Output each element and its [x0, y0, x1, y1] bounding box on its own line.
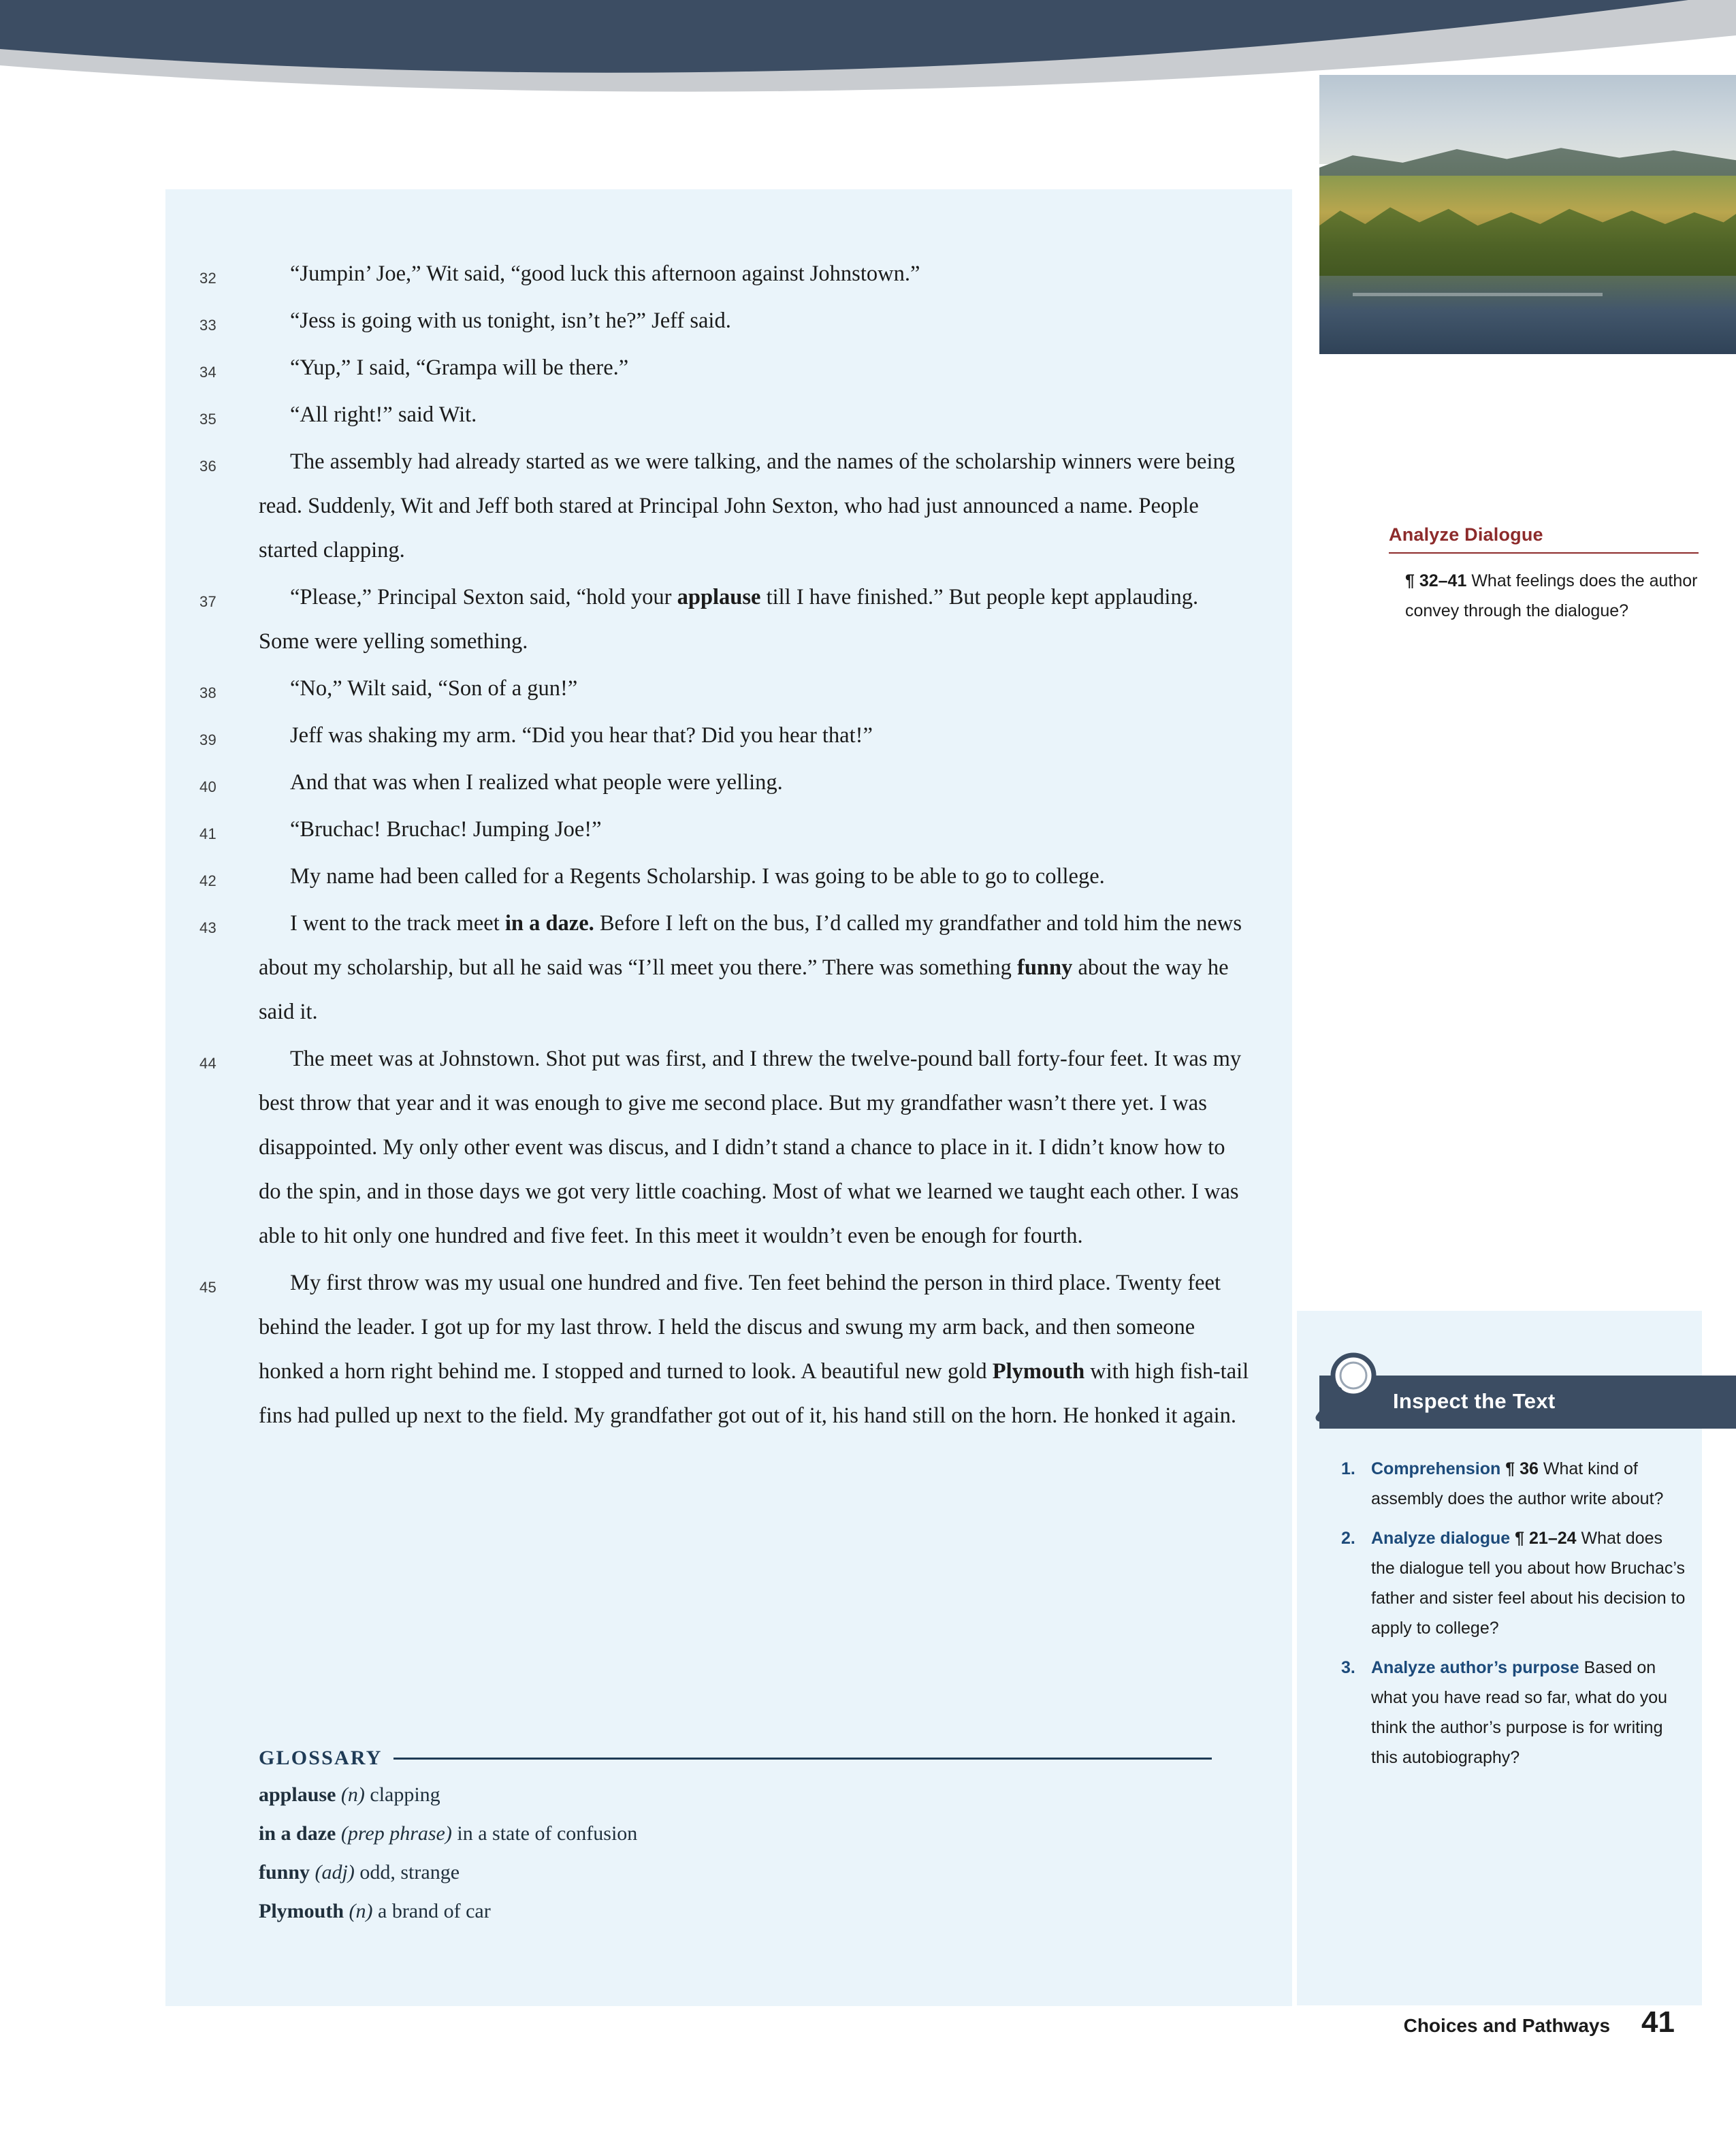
paragraph-text: “No,” Wilt said, “Son of a gun!”: [290, 676, 578, 701]
analyze-dialogue-title: Analyze Dialogue: [1389, 524, 1699, 554]
photo-water-reflection: [1353, 293, 1603, 296]
paragraph-number: 33: [199, 317, 217, 334]
passage-paragraph: [187, 575, 1249, 664]
paragraph-number: 38: [199, 684, 217, 701]
question-number: 1.: [1341, 1459, 1355, 1478]
glossary-definition: a brand of car: [378, 1900, 491, 1922]
paragraph-number: 34: [199, 364, 217, 381]
inspect-question: [1336, 1523, 1690, 1643]
page-number: 41: [1641, 2005, 1675, 2039]
question-text: Comprehension ¶ 36 What kind of assembly does the author write about?: [1371, 1459, 1664, 1508]
passage-paragraph: [187, 299, 1249, 343]
passage-paragraph: [187, 393, 1249, 437]
footer-chapter-title: Choices and Pathways: [1403, 2015, 1611, 2036]
paragraph-text: I went to the track meet in a daze. Before I left on the bus, I’d called my grandfather and told him the news about my scholarship, but all he said was “I’ll meet you there.” There was something funny about the way he said it.: [259, 911, 1242, 1024]
passage-paragraph: [187, 667, 1249, 711]
glossary-entry: [259, 1775, 1212, 1814]
passage-paragraph: [187, 252, 1249, 296]
glossary-entry: [259, 1892, 1212, 1930]
question-number: 2.: [1341, 1529, 1355, 1548]
paragraph-text: My name had been called for a Regents Scholarship. I was going to be able to go to college.: [290, 864, 1105, 889]
paragraph-number: 37: [199, 593, 217, 610]
page-footer: [1404, 2005, 1675, 2039]
inspect-question: [1336, 1454, 1690, 1514]
glossary-term: funny: [259, 1861, 310, 1884]
passage-paragraph: [187, 1261, 1249, 1438]
paragraph-text: The assembly had already started as we were talking, and the names of the scholarship winners were being read. Suddenly, Wit and Jeff both stared at Principal John Sexton, who had just announced a name. People started clapping.: [259, 449, 1235, 562]
analyze-dialogue-sidebar: [1389, 524, 1699, 626]
glossary-entry: [259, 1814, 1212, 1853]
passage-paragraph: [187, 714, 1249, 758]
passage-paragraph: [187, 346, 1249, 390]
glossary-definition: odd, strange: [359, 1861, 460, 1884]
paragraph-text: Jeff was shaking my arm. “Did you hear that? Did you hear that!”: [290, 723, 873, 748]
glossary-definition: in a state of confusion: [457, 1822, 638, 1845]
passage-paragraph: [187, 902, 1249, 1034]
passage-paragraph: [187, 808, 1249, 852]
paragraph-number: 35: [199, 411, 217, 428]
paragraph-text: “Jumpin’ Joe,” Wit said, “good luck this afternoon against Johnstown.”: [290, 261, 920, 286]
glossary-entry: [259, 1853, 1212, 1892]
paragraph-text: The meet was at Johnstown. Shot put was first, and I threw the twelve-pound ball forty-four feet. It was my best throw that year and it was enough to give me second place. But my grandfather wasn’t there yet. I was disappointed. My only other event was discus, and I didn’t stand a chance to place in it. I didn’t know how to do the spin, and in those days we got very little coaching. Most of what we learned we taught each other. I was able to hit only one hundred and five feet. In this meet it wouldn’t even be enough for fourth.: [259, 1047, 1242, 1248]
question-text: Analyze author’s purpose Based on what you have read so far, what do you think the author’s purpose is for writing this autobiography?: [1371, 1658, 1667, 1767]
inspect-the-text-title: Inspect the Text: [1393, 1389, 1556, 1413]
question-number: 3.: [1341, 1658, 1355, 1677]
paragraph-number: 39: [199, 731, 217, 748]
analyze-dialogue-question: ¶ 32–41 What feelings does the author convey through the dialogue?: [1405, 571, 1698, 620]
glossary-term: applause: [259, 1783, 336, 1806]
reading-passage: [187, 252, 1249, 1441]
autumn-river-landscape-photo: [1319, 75, 1736, 354]
paragraph-text: “Bruchac! Bruchac! Jumping Joe!”: [290, 817, 602, 842]
passage-paragraph: [187, 440, 1249, 573]
glossary-term: Plymouth: [259, 1900, 344, 1922]
paragraph-number: 41: [199, 825, 217, 842]
inspect-the-text-questions: [1336, 1454, 1690, 1782]
paragraph-text: My first throw was my usual one hundred and five. Ten feet behind the person in third place. Twenty feet behind the leader. I got up for my last throw. I held the discus and swung my arm back, and then someone honked a horn right behind me. I stopped and turned to look. A beautiful new gold Plymouth with high fish-tail fins had pulled up next to the field. My grandfather got out of it, his hand still on the horn. He honked it again.: [259, 1271, 1249, 1428]
glossary-title: GLOSSARY: [259, 1747, 383, 1769]
paragraph-number: 44: [199, 1055, 217, 1072]
passage-paragraph: [187, 1037, 1249, 1258]
glossary: [259, 1747, 1212, 1930]
paragraph-text: “Jess is going with us tonight, isn’t he?” Jeff said.: [290, 308, 731, 333]
glossary-part-of-speech: (prep phrase): [340, 1822, 452, 1845]
paragraph-number: 36: [199, 458, 217, 475]
paragraph-text: And that was when I realized what people were yelling.: [290, 770, 783, 795]
question-text: Analyze dialogue ¶ 21–24 What does the dialogue tell you about how Bruchac’s father and sister feel about his decision to apply to college?: [1371, 1529, 1686, 1638]
glossary-rule: [393, 1758, 1212, 1760]
paragraph-number: 43: [199, 919, 217, 936]
glossary-part-of-speech: (n): [340, 1783, 365, 1806]
paragraph-text: “Yup,” I said, “Grampa will be there.”: [290, 355, 629, 380]
glossary-part-of-speech: (n): [349, 1900, 373, 1922]
paragraph-number: 42: [199, 872, 217, 889]
glossary-definition: clapping: [370, 1783, 440, 1806]
passage-paragraph: [187, 855, 1249, 899]
paragraph-number: 32: [199, 270, 217, 287]
paragraph-text: “Please,” Principal Sexton said, “hold your applause till I have finished.” But people kept applauding. Some were yelling something.: [259, 585, 1199, 654]
paragraph-text: “All right!” said Wit.: [290, 402, 477, 427]
paragraph-number: 40: [199, 778, 217, 795]
magnifier-icon: [1314, 1347, 1402, 1429]
paragraph-number: 45: [199, 1279, 217, 1296]
glossary-header: [259, 1747, 1212, 1770]
photo-river: [1319, 276, 1736, 354]
glossary-part-of-speech: (adj): [315, 1861, 355, 1884]
inspect-question: [1336, 1653, 1690, 1773]
passage-paragraph: [187, 761, 1249, 805]
glossary-term: in a daze: [259, 1822, 336, 1845]
